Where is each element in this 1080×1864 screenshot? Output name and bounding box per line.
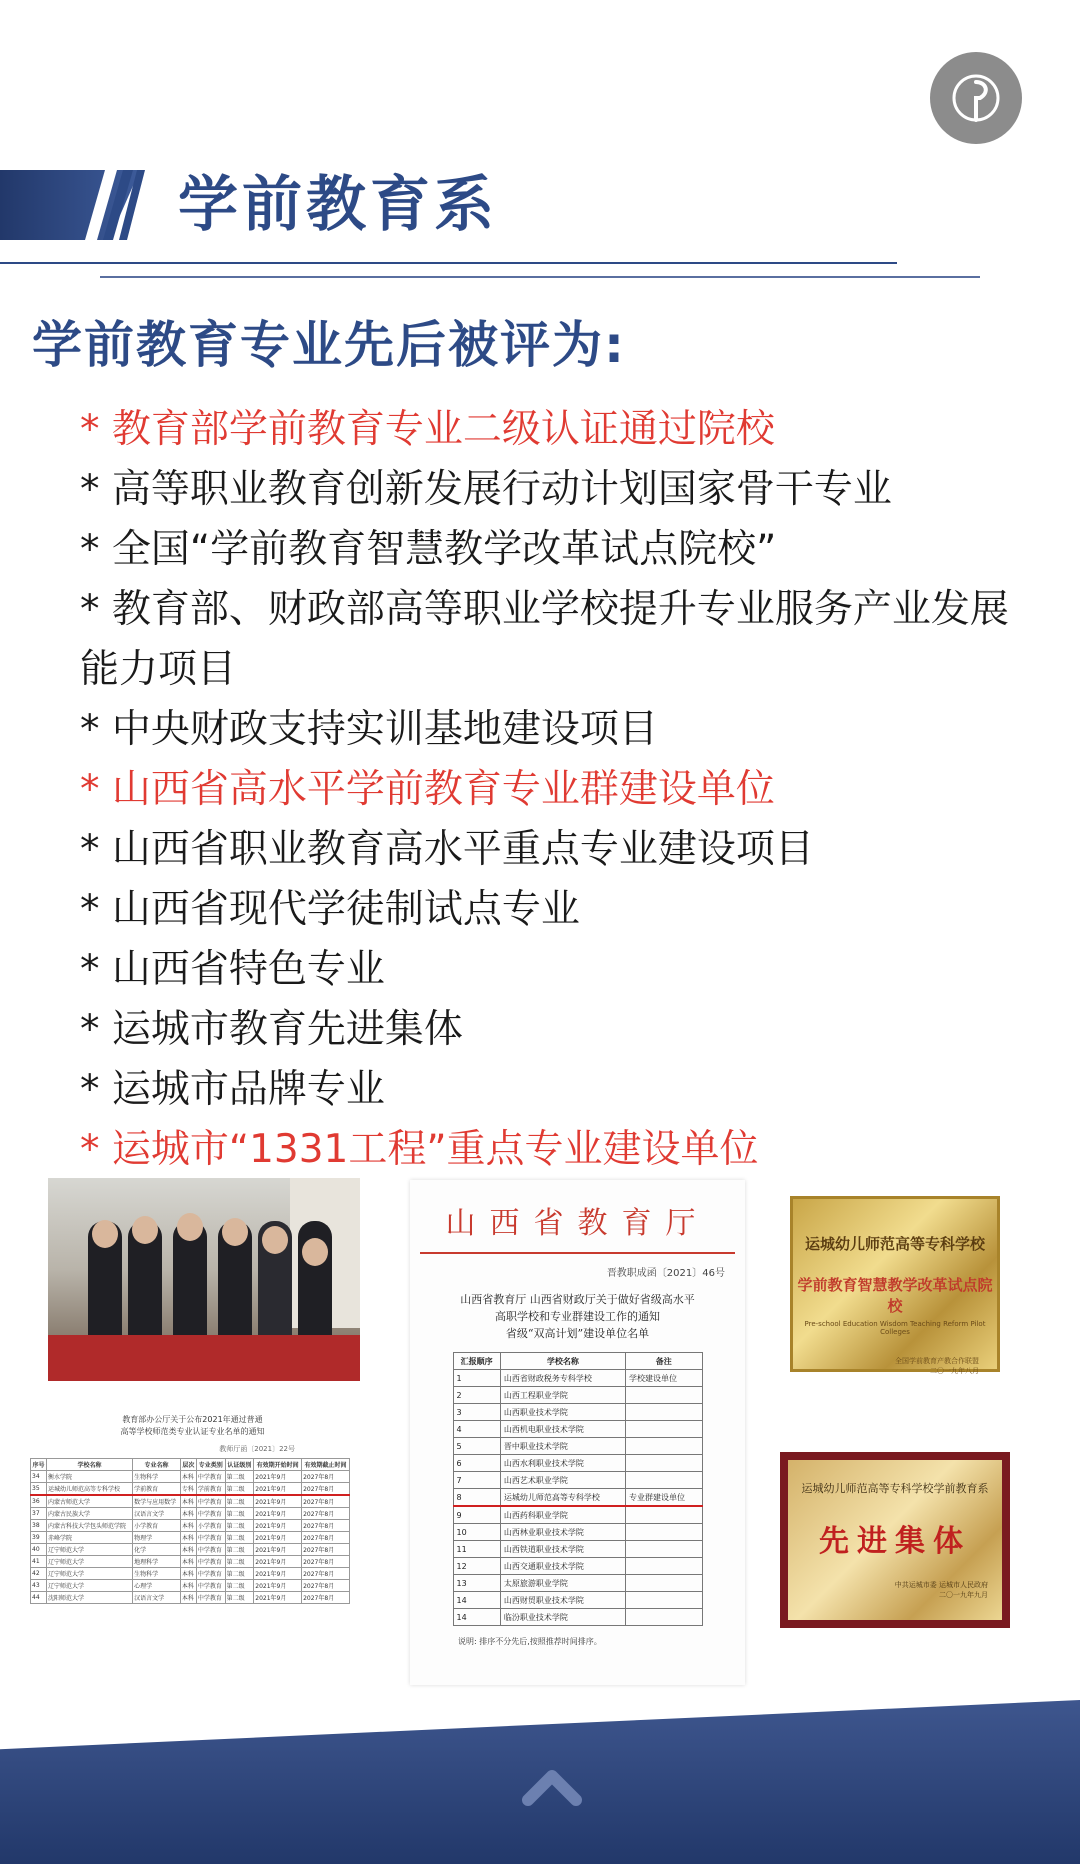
- list-item: * 教育部、财政部高等职业学校提升专业服务产业发展: [80, 587, 1009, 632]
- page-title: 学前教育系: [178, 170, 498, 240]
- list-item: * 山西省特色专业: [80, 947, 385, 992]
- table-row: 14 山西财贸职业技术学院: [453, 1592, 702, 1609]
- table-row: 5 晋中职业技术学院: [453, 1438, 702, 1455]
- table-row: 34 衡水学院 生物科学 本科 中学教育 第二级 2021年9月 2027年8月: [31, 1471, 350, 1483]
- table-row: 12 山西交通职业技术学院: [453, 1558, 702, 1575]
- school-logo-icon: [930, 52, 1022, 144]
- list-item: * 运城市“1331工程”重点专业建设单位: [80, 1127, 759, 1172]
- table-row: 10 山西林业职业技术学院: [453, 1524, 702, 1541]
- table-row: 4 山西机电职业技术学院: [453, 1421, 702, 1438]
- plaque-title: 学前教育智慧教学改革试点院校: [797, 1276, 993, 1315]
- slash-decoration-icon: [75, 170, 145, 240]
- doc-table: 序号 学校名称 专业名称 层次 专业类别 认证级别 有效期开始时间 有效期截止时间 34 衡水学院 生物科学 本科 中学教育 第二级 2021年9月 2027年8月 35 运城幼儿师范高等专科学校 学前教育 专科 学前教育 第二级 2021年9月 2027年8月 36 内蒙古师范大学 数学与应用数学 本科 中学教育 第二级 2021年9月 2027年8月 37 内蒙古民族大学 汉语言文学 本科 中学教育 第二级 2021年9月 2027年8月 38 内蒙古科技大学包头师范学院 小学教育 本科 小学教育 第二级 2021年9月 2027年8月 39 赤峰学院 物理学 本科 中学教育 第二级 2021年9月 2027年8月 40 辽宁师范大学 化学 本科 中学教育 第二级 2021年9月 2027年8月 41 辽宁师范大学 地理科学 本科 中学教育 第二级 2021年9月 2027年8月 42 辽宁师范大学 生物科学 本科 中学教育 第二级 2021年9月 2027年8月 43 辽宁师范大学 心理学 本科 中学教育 第二级 2021年9月 2027年8月 44 沈阳师范大学 汉语言文学 本科 中学教育 第二级 2021年9月 2027年8月: [30, 1458, 350, 1604]
- list-item: * 运城市品牌专业: [80, 1067, 385, 1112]
- plaque-title: 先进集体: [819, 1524, 971, 1559]
- doc-title: 高职学校和专业群建设工作的通知: [495, 1310, 660, 1323]
- award-plaque-advanced-collective: [780, 1452, 1010, 1628]
- section-subtitle: 学前教育专业先后被评为:: [32, 316, 626, 374]
- table-header: 备注: [625, 1353, 702, 1370]
- table-row: 43 辽宁师范大学 心理学 本科 中学教育 第二级 2021年9月 2027年8月: [31, 1580, 350, 1592]
- table-row: 1 山西省财政税务专科学校 学校建设单位: [453, 1370, 702, 1387]
- plaque-issuer: 全国学前教育产教合作联盟: [895, 1357, 979, 1365]
- divider: [100, 276, 980, 278]
- list-item: * 山西省高水平学前教育专业群建设单位: [80, 767, 775, 812]
- plaque-date: 二〇一九年九月: [939, 1591, 988, 1599]
- doc-title: 教育部办公厅关于公布2021年通过普通: [122, 1415, 263, 1424]
- plaque-school: 运城幼儿师范高等专科学校学前教育系: [801, 1482, 989, 1495]
- table-row: 3 山西职业技术学院: [453, 1404, 702, 1421]
- table-row: 39 赤峰学院 物理学 本科 中学教育 第二级 2021年9月 2027年8月: [31, 1532, 350, 1544]
- table-row: 7 山西艺术职业学院: [453, 1472, 702, 1489]
- list-item: * 教育部学前教育专业二级认证通过院校: [80, 407, 775, 452]
- table-row-highlighted: 35 运城幼儿师范高等专科学校 学前教育 专科 学前教育 第二级 2021年9月 2027年8月: [31, 1483, 350, 1496]
- doc-title: 省级“双高计划”建设单位名单: [505, 1327, 650, 1340]
- table-row: 6 山西水利职业技术学院: [453, 1455, 702, 1472]
- inspection-photo: [48, 1178, 360, 1381]
- list-item: * 山西省职业教育高水平重点专业建设项目: [80, 827, 814, 872]
- doc-title: 山西省教育厅 山西省财政厅关于做好省级高水平: [460, 1293, 695, 1306]
- table-row: 41 辽宁师范大学 地理科学 本科 中学教育 第二级 2021年9月 2027年8月: [31, 1556, 350, 1568]
- table-row: 44 沈阳师范大学 汉语言文学 本科 中学教育 第二级 2021年9月 2027年8月: [31, 1592, 350, 1604]
- table-row: 9 山西药科职业学院: [453, 1506, 702, 1524]
- divider: [0, 262, 897, 264]
- table-row: 37 内蒙古民族大学 汉语言文学 本科 中学教育 第二级 2021年9月 2027年8月: [31, 1508, 350, 1520]
- list-item: * 山西省现代学徒制试点专业: [80, 887, 580, 932]
- table-row-highlighted: 8 运城幼儿师范高等专科学校 专业群建设单位: [453, 1489, 702, 1507]
- table-row: 13 太原旅游职业学院: [453, 1575, 702, 1592]
- list-item-continuation: 能力项目: [80, 647, 237, 692]
- table-row: 11 山西铁道职业技术学院: [453, 1541, 702, 1558]
- table-row: 14 临汾职业技术学院: [453, 1609, 702, 1626]
- doc-table: [453, 1352, 703, 1626]
- provincial-notice-document: [410, 1180, 745, 1685]
- list-item: * 全国“学前教育智慧教学改革试点院校”: [80, 527, 777, 572]
- scroll-up-icon[interactable]: [520, 1762, 584, 1812]
- plaque-english: Pre-school Education Wisdom Teaching Reform Pilot Colleges: [804, 1320, 986, 1336]
- table-row: 40 辽宁师范大学 化学 本科 中学教育 第二级 2021年9月 2027年8月: [31, 1544, 350, 1556]
- table-row: 36 内蒙古师范大学 数学与应用数学 本科 中学教育 第二级 2021年9月 2027年8月: [31, 1495, 350, 1508]
- doc-title: 高等学校师范类专业认证专业名单的通知: [120, 1427, 265, 1436]
- doc-head: 山西省教育厅: [445, 1206, 710, 1241]
- honors-list: [80, 400, 1050, 1180]
- table-header: 汇报顺序: [453, 1353, 500, 1370]
- plaque-date: 二〇一九年八月: [930, 1367, 979, 1375]
- plaque-school: 运城幼儿师范高等专科学校: [804, 1235, 985, 1253]
- doc-number: 晋教职成函〔2021〕46号: [606, 1268, 725, 1279]
- table-row: 42 辽宁师范大学 生物科学 本科 中学教育 第二级 2021年9月 2027年8月: [31, 1568, 350, 1580]
- plaque-issuer: 中共运城市委 运城市人民政府: [894, 1581, 988, 1589]
- award-plaque-gold: [790, 1196, 1000, 1375]
- table-header: 学校名称: [500, 1353, 625, 1370]
- list-item: * 中央财政支持实训基地建设项目: [80, 707, 658, 752]
- ministry-notice-document: [30, 1410, 355, 1660]
- table-row: 2 山西工程职业学院: [453, 1387, 702, 1404]
- list-item: * 高等职业教育创新发展行动计划国家骨干专业: [80, 467, 892, 512]
- table-row: 38 内蒙古科技大学包头师范学院 小学教育 本科 小学教育 第二级 2021年9月 2027年8月: [31, 1520, 350, 1532]
- doc-head-rule: [420, 1252, 735, 1254]
- doc-number: 教师厅函〔2021〕22号: [219, 1445, 295, 1453]
- doc-note: 说明: 排序不分先后,按照推荐时间排序。: [458, 1637, 602, 1646]
- list-item: * 运城市教育先进集体: [80, 1007, 463, 1052]
